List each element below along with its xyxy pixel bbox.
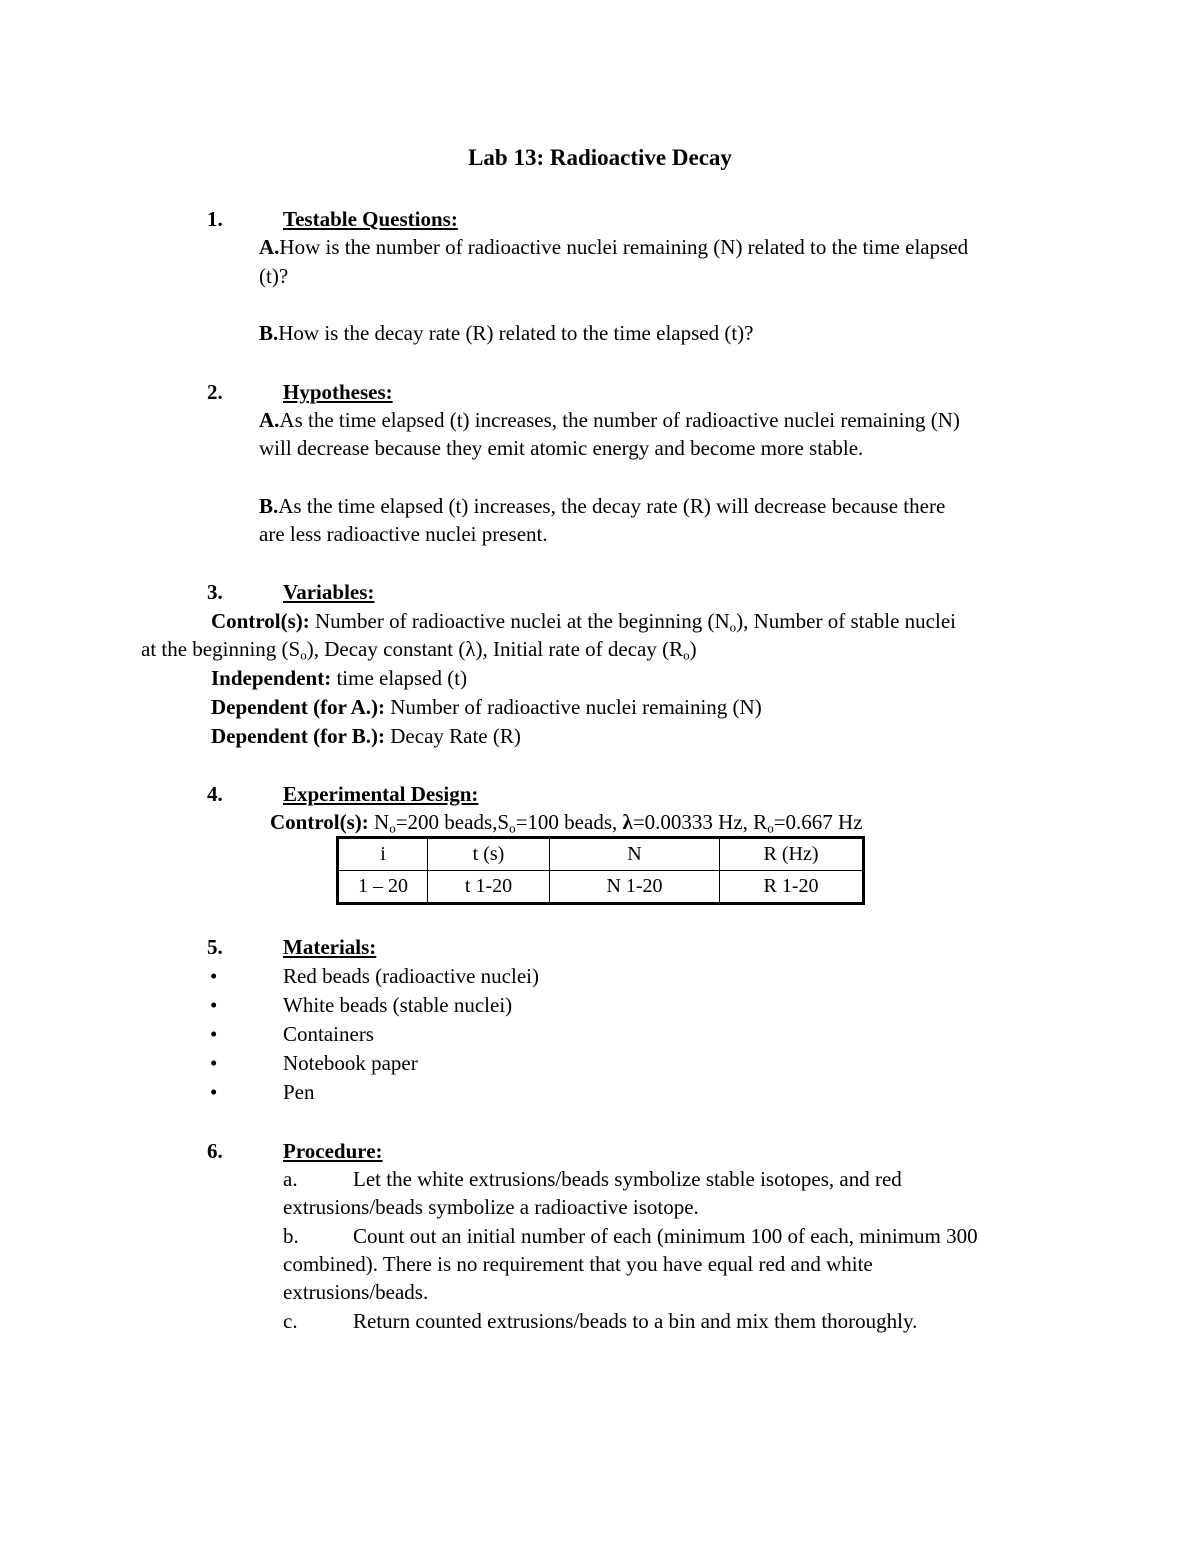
design-controls: Control(s): $N_o=200$ $beads,S_o=100$ beads, λ=0.00333 Hz, $R_o=0.667$ Hz xyxy=(270,810,863,836)
hypothesis-b-line2: are less radioactive nuclei present. xyxy=(259,522,548,546)
section-5-heading: Materials: xyxy=(283,935,377,959)
bullet-icon: • xyxy=(210,964,218,988)
hypothesis-a-line1: A.As the time elapsed (t) increases, the number of radioactive nuclei remaining (N) xyxy=(259,408,960,432)
section-2-heading: Hypotheses: xyxy=(283,380,393,404)
section-4-heading: Experimental Design: xyxy=(283,782,479,806)
section-5-number: 5. xyxy=(207,935,223,959)
procedure-a-line2: extrusions/beads symbolize a radioactive isotope. xyxy=(283,1195,699,1219)
table-cell: t 1-20 xyxy=(428,871,550,904)
table-cell: R 1-20 xyxy=(720,871,864,904)
variables-dependent-b: Dependent (for B.): Decay Rate (R) xyxy=(211,724,521,748)
section-6-heading: Procedure: xyxy=(283,1139,383,1163)
page-title: Lab 13: Radioactive Decay xyxy=(468,145,732,170)
table-header-cell: t (s) xyxy=(428,838,550,871)
variables-dependent-a: Dependent (for A.): Number of radioactive nuclei remaining (N) xyxy=(211,695,762,719)
variables-independent: Independent: time elapsed (t) xyxy=(211,666,468,690)
section-3-heading: Variables: xyxy=(283,580,375,604)
list-item: Pen xyxy=(283,1080,315,1104)
hypothesis-a-line2: will decrease because they emit atomic energy and become more stable. xyxy=(259,436,864,460)
procedure-b-letter: b. xyxy=(283,1224,299,1248)
procedure-c-line1: Return counted extrusions/beads to a bin and mix them thoroughly. xyxy=(353,1309,918,1333)
procedure-b-line2: combined). There is no requirement that you have equal red and white xyxy=(283,1252,873,1276)
section-3-number: 3. xyxy=(207,580,223,604)
list-item: White beads (stable nuclei) xyxy=(283,993,513,1017)
question-b: B.How is the decay rate (R) related to the time elapsed (t)? xyxy=(259,321,754,345)
variables-control-line1: Control(s): Number of radioactive nuclei at the beginning $(N_o)$, Number of stable nuclei xyxy=(211,609,956,635)
list-item: Notebook paper xyxy=(283,1051,418,1075)
question-a-line2: (t)? xyxy=(259,264,289,288)
bullet-icon: • xyxy=(210,1080,218,1104)
design-table xyxy=(336,836,865,905)
hypothesis-b-line1: B.As the time elapsed (t) increases, the decay rate (R) will decrease because there xyxy=(259,494,946,518)
table-header-row xyxy=(338,838,864,871)
list-item: Red beads (radioactive nuclei) xyxy=(283,964,539,988)
procedure-b-line3: extrusions/beads. xyxy=(283,1280,429,1304)
table-header-cell: N xyxy=(550,838,720,871)
section-2-number: 2. xyxy=(207,380,223,404)
section-1-number: 1. xyxy=(207,207,223,231)
procedure-a-line1: Let the white extrusions/beads symbolize stable isotopes, and red xyxy=(353,1167,902,1191)
procedure-b-line1: Count out an initial number of each (minimum 100 of each, minimum 300 xyxy=(353,1224,978,1248)
bullet-icon: • xyxy=(210,993,218,1017)
section-1-heading: Testable Questions: xyxy=(283,207,458,231)
list-item: Containers xyxy=(283,1022,374,1046)
variables-control-line2: at the beginning $(S_o)$, Decay constant (λ), Initial rate of decay $(R_o)$ xyxy=(141,637,697,663)
procedure-a-letter: a. xyxy=(283,1167,298,1191)
section-6-number: 6. xyxy=(207,1139,223,1163)
bullet-icon: • xyxy=(210,1022,218,1046)
section-4-number: 4. xyxy=(207,782,223,806)
table-cell: 1 – 20 xyxy=(338,871,428,904)
procedure-c-letter: c. xyxy=(283,1309,298,1333)
table-header-cell: i xyxy=(338,838,428,871)
bullet-icon: • xyxy=(210,1051,218,1075)
table-row xyxy=(338,871,864,904)
question-a-line1: A.How is the number of radioactive nuclei remaining (N) related to the time elapsed xyxy=(259,235,969,259)
table-cell: N 1-20 xyxy=(550,871,720,904)
table-header-cell: R (Hz) xyxy=(720,838,864,871)
